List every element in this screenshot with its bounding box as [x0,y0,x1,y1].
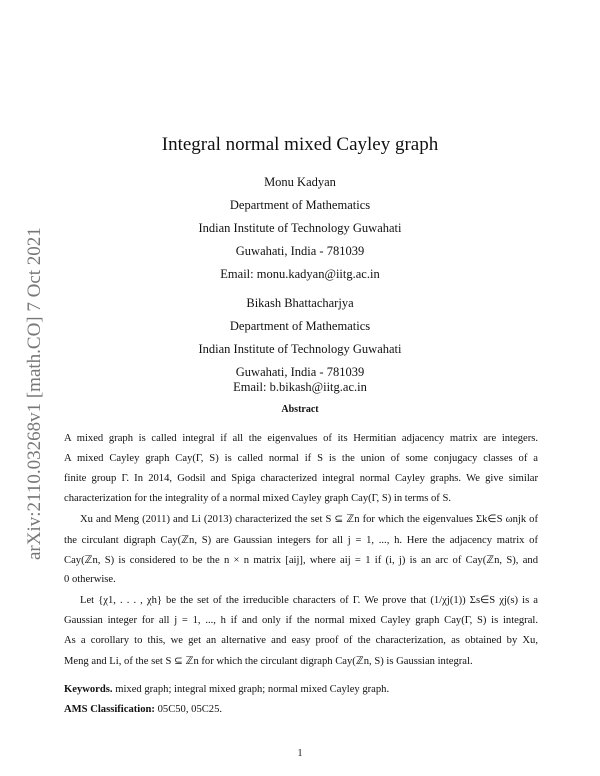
abstract-line: Gaussian integer for all j = 1, ..., h if and only if the normal mixed Cayley graph Cay(Γ, S) is integral. [64,615,538,626]
keywords [64,684,389,695]
ams-text: 05C50, 05C25. [157,704,223,715]
author-location: Guwahati, India - 781039 [235,244,365,258]
abstract-line: Xu and Meng (2011) and Li (2013) characterized the set S ⊆ ℤn for which the eigenvalues Σk∈S ωnjk of [80,514,538,525]
paper-title: Integral normal mixed Cayley graph [161,134,439,155]
author-email: Email: monu.kadyan@iitg.ac.in [220,267,380,281]
ams-label: AMS Classification: [64,704,155,715]
author-department: Department of Mathematics [229,198,371,212]
author-department: Department of Mathematics [229,319,371,333]
author-institute: Indian Institute of Technology Guwahati [198,221,402,235]
abstract-line: Meng and Li, of the set S ⊆ ℤn for which the circulant digraph Cay(ℤn, S) is Gaussian integral. [64,656,473,667]
keywords-label: Keywords. [64,684,113,695]
author-institute: Indian Institute of Technology Guwahati [198,342,402,356]
ams-classification [64,704,222,715]
page-number: 1 [297,748,303,759]
abstract-line: 0 otherwise. [64,574,116,585]
author-email: Email: b.bikash@iitg.ac.in [233,380,367,394]
abstract-line: finite group Γ. In 2014, Godsil and Spiga characterized integral normal Cayley graphs. We give similar [64,473,538,484]
abstract-line: A mixed graph is called integral if all the eigenvalues of its Hermitian adjacency matrix are integers. [64,433,538,444]
author-location: Guwahati, India - 781039 [235,365,365,379]
abstract-heading: Abstract [281,404,319,415]
abstract-line: As a corollary to this, we get an alternative and easy proof of the characterization, as obtained by Xu, [64,635,538,646]
author-name: Monu Kadyan [264,175,336,189]
keywords-text: mixed graph; integral mixed graph; normal mixed Cayley graph. [115,684,390,695]
abstract-line: Let {χ1, . . . , χh} be the set of the irreducible characters of Γ. We prove that (1/χj(1)) Σs∈S χj(s) is a [80,595,538,606]
author-name: Bikash Bhattacharjya [246,296,354,310]
abstract-line: A mixed Cayley graph Cay(Γ, S) is called normal if S is the union of some conjugacy classes of a [64,453,538,464]
abstract-line: characterization for the integrality of a normal mixed Cayley graph Cay(Γ, S) in terms of S. [64,493,451,504]
abstract-line: the circulant digraph Cay(ℤn, S) are Gaussian integers for all j = 1, ..., h. Here the adjacency matrix of [64,535,538,546]
abstract-line: Cay(ℤn, S) is considered to be the n × n matrix [aij], where aij = 1 if (i, j) is an arc of Cay(ℤn, S), and [64,555,538,566]
arxiv-side-label: arXiv:2110.03268v1 [math.CO] 7 Oct 2021 [24,227,45,560]
